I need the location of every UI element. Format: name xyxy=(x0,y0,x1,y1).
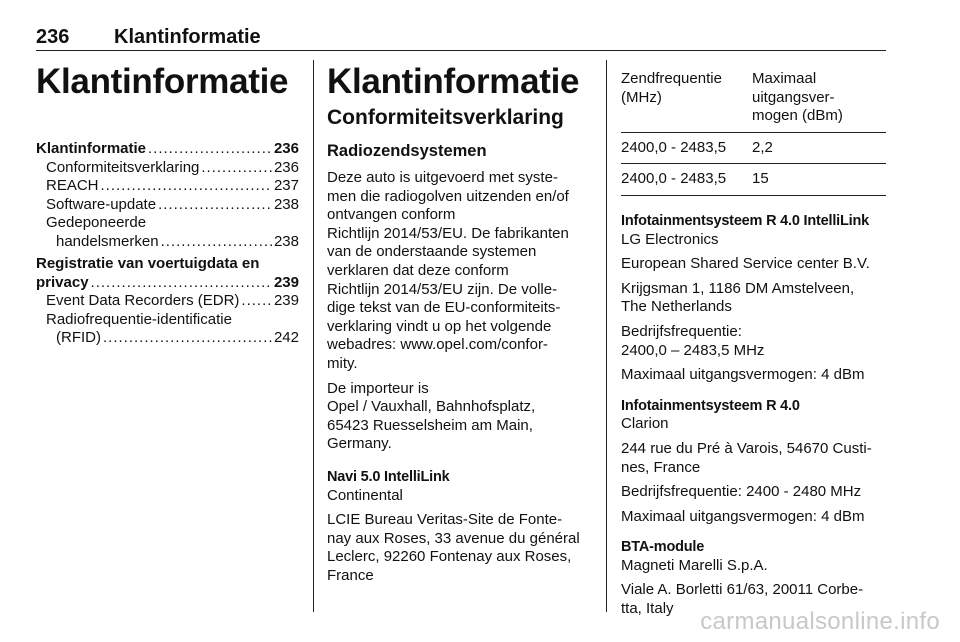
r40-intellilink-heading: Infotainmentsysteem R 4.0 IntelliLink xyxy=(621,212,870,229)
frequency-table xyxy=(621,70,886,196)
navi-heading: Navi 5.0 IntelliLink xyxy=(327,468,450,485)
toc-item[interactable]: Gedeponeerde handelsmerken ..... 238 xyxy=(36,214,299,251)
column-divider-2 xyxy=(606,60,607,612)
r40-heading: Infotainmentsysteem R 4.0 xyxy=(621,397,800,414)
header-rule xyxy=(36,50,886,51)
navi-maker: Continental xyxy=(327,486,403,504)
subsection-title: Radiozendsystemen xyxy=(327,142,487,160)
column-3-content: Zendfrequentie (MHz) Maximaal uitgangsver- mogen (dBm) 2400,0 - 2483,5 2,2 2400,0 - 2483,5 15 Infotainmentsysteem R 4.0 IntelliLink LG Electronics European Shared Service center B.V. Krijgsman 1, 1186 DM Amstelveen, The Netherlands Bedrijfsfrequentie: 2400,0 – 2483,5 MHz Maximaal uitgangsvermogen: 4 dBm Infotainmentsysteem R 4.0 Clarion 244 rue du Pré à Varois, 54670 Custi- nes, France Bedrijfsfrequentie: 2400 - 2480 MHz Maximaal uitgangsvermogen: 4 dBm BTA-module Magneti Marelli S.p.A. Viale A. Borletti 61/63, 20011 Corbe- tta, Italy xyxy=(621,70,886,625)
page-number: 236 xyxy=(36,26,70,48)
toc-item[interactable]: Event Data Recorders (EDR) ..... 239 xyxy=(36,292,299,311)
table-header-frequency: Zendfrequentie (MHz) xyxy=(621,70,752,132)
table-of-contents xyxy=(36,140,299,348)
table-row: 2400,0 - 2483,5 15 xyxy=(621,164,886,196)
importer-paragraph: De importeur is Opel / Vauxhall, Bahnhofsplatz, 65423 Ruesselsheim am Main, Germany. xyxy=(327,379,536,453)
intro-paragraph: Deze auto is uitgevoerd met syste- men die radiogolven uitzenden en/of ontvangen conform Richtlijn 2014/53/EU. De fabrikanten van de onderstaande systemen verklaren dat deze conform Richtlijn 2014/53/EU zijn. De volle- dige tekst van de EU-conformiteits- verklaring vindt u op het volgende webadres: www.opel.com/confor- mity. xyxy=(327,169,569,372)
chapter-title-col1: Klantinformatie xyxy=(36,62,289,101)
column-divider-1 xyxy=(313,60,314,612)
bta-heading: BTA-module xyxy=(621,539,705,556)
navi-address: LCIE Bureau Veritas-Site de Fonte- nay aux Roses, 33 avenue du général Leclerc, 92260 Fontenay aux Roses, France xyxy=(327,511,580,584)
column-2-content xyxy=(327,105,589,591)
toc-item[interactable]: Software-update ..... 238 xyxy=(36,196,299,215)
watermark: carmanualsonline.info xyxy=(700,608,940,635)
table-header-power: Maximaal uitgangsver- mogen (dBm) xyxy=(752,70,886,132)
section-title: Conformiteitsverklaring xyxy=(327,106,564,129)
toc-item[interactable]: REACH ..... 237 xyxy=(36,177,299,196)
page-header xyxy=(36,26,886,52)
table-header-row xyxy=(621,70,886,132)
table-row: 2400,0 - 2483,5 2,2 xyxy=(621,132,886,164)
toc-item[interactable]: Klantinformatie ..... 236 xyxy=(36,140,299,159)
toc-item[interactable]: Radiofrequentie-identificatie (RFID) ..... 242 xyxy=(36,311,299,348)
chapter-title-col2: Klantinformatie xyxy=(327,62,580,101)
toc-item[interactable]: Conformiteitsverklaring ..... 236 xyxy=(36,159,299,178)
running-title: Klantinformatie xyxy=(114,26,261,48)
toc-item[interactable]: Registratie van voertuigdata en privacy ..... 239 xyxy=(36,255,299,292)
